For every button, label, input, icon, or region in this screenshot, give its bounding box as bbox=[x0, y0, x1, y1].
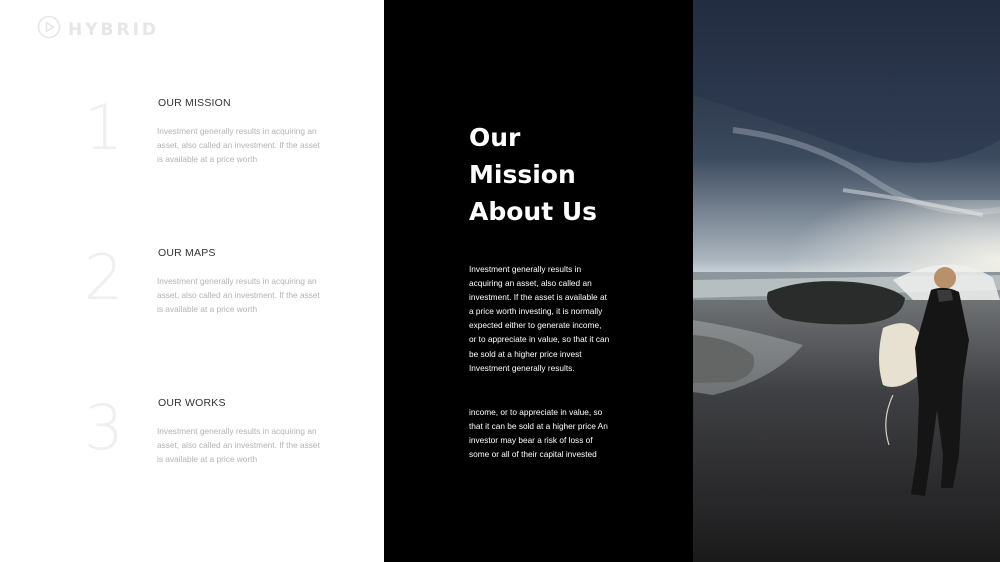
item-title: OUR MAPS bbox=[158, 247, 216, 259]
heading-line: Our bbox=[469, 123, 521, 152]
surfer-photo bbox=[693, 0, 1000, 562]
heading-line: Mission bbox=[469, 160, 576, 189]
item-title: OUR WORKS bbox=[158, 397, 226, 409]
item-title: OUR MISSION bbox=[158, 97, 231, 109]
heading-line: About Us bbox=[469, 197, 598, 226]
brand-logo[interactable] bbox=[37, 15, 159, 44]
mission-item bbox=[0, 91, 384, 217]
body-paragraph: Investment generally results in acquiring an asset, also called an investment. If the asset is available at a price worth investing, it is normally expected either to generate income, or to appreciate in value, so that it can be sold at a higher price invest Investment generally results. bbox=[469, 264, 610, 373]
item-number: 3 bbox=[84, 391, 124, 464]
item-description: Investment generally results in acquiring an asset, also called an investment. If the asset is available at a price worth bbox=[157, 426, 320, 464]
works-item bbox=[0, 391, 384, 517]
item-description: Investment generally results in acquiring an asset, also called an investment. If the asset is available at a price worth bbox=[157, 276, 320, 314]
brand-name: HYBRID bbox=[68, 19, 160, 40]
item-description: Investment generally results in acquiring an asset, also called an investment. If the asset is available at a price worth bbox=[157, 126, 320, 164]
maps-item bbox=[0, 241, 384, 367]
item-number: 2 bbox=[84, 241, 124, 314]
left-panel bbox=[0, 0, 384, 562]
main-heading bbox=[469, 119, 597, 230]
body-paragraph: income, or to appreciate in value, so that it can be sold at a higher price An investor may bear a risk of loss of some or all of their capital invested bbox=[469, 407, 608, 460]
item-number: 1 bbox=[84, 91, 124, 164]
play-circle-icon bbox=[37, 15, 61, 44]
surfer-beach-image bbox=[693, 0, 1000, 562]
center-panel bbox=[384, 0, 693, 562]
